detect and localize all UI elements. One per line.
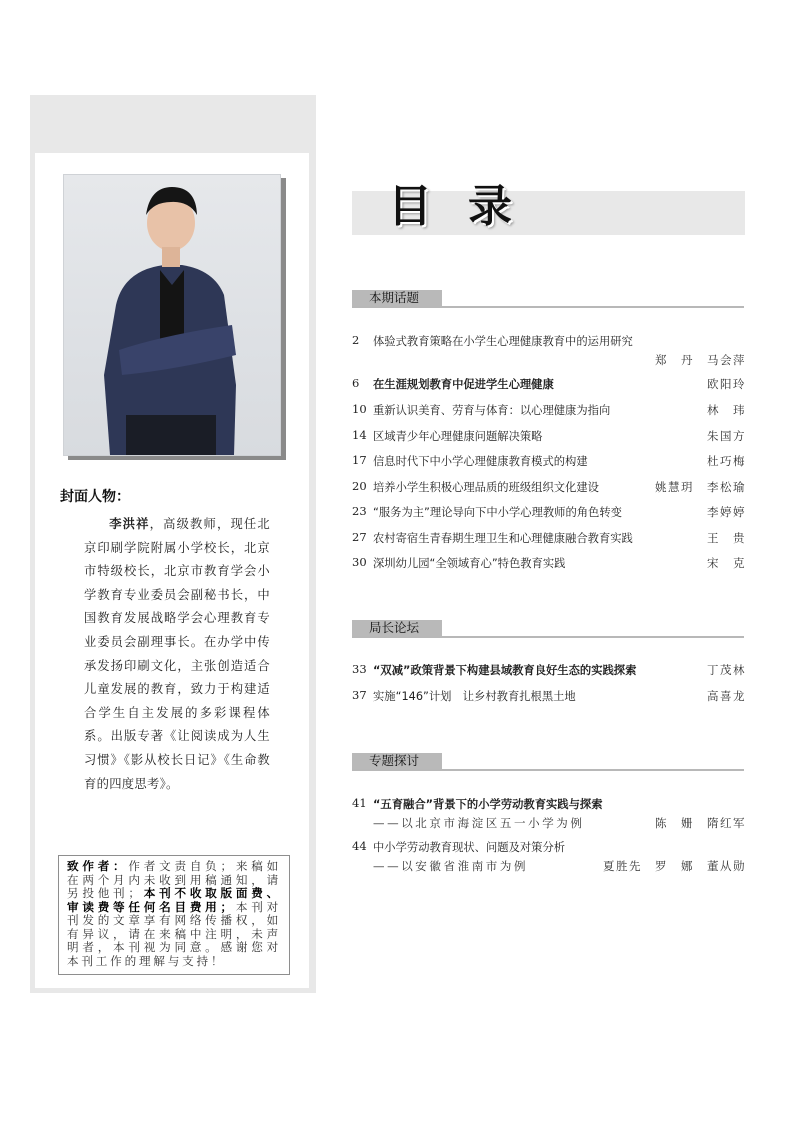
page-number: 41 [352, 796, 367, 810]
article-subtitle: ——以安徽省淮南市为例 [373, 859, 529, 873]
article-authors: 王 贵 [707, 531, 746, 545]
page-number: 23 [352, 504, 367, 518]
cover-person-name: 李洪祥 [109, 516, 150, 531]
cover-person-photo [63, 174, 281, 456]
article-title: 中小学劳动教育现状、问题及对策分析 [373, 841, 566, 854]
article-title: 区域青少年心理健康问题解决策略 [373, 430, 543, 443]
article-authors: 姚慧玥 李松瑜 [655, 480, 746, 494]
cover-photo-frame [63, 174, 281, 456]
article-authors: 欧阳玲 [707, 377, 746, 391]
page-number: 33 [352, 662, 367, 676]
article-authors: 丁茂林 [707, 663, 746, 677]
article-title: 重新认识美育、劳育与体育：以心理健康为指向 [373, 404, 611, 417]
section-tab-label: 专题探讨 [352, 753, 442, 769]
cover-person-bio [84, 512, 270, 796]
page-number: 6 [352, 376, 360, 390]
page-number: 17 [352, 453, 367, 467]
section-header-director-forum [352, 620, 744, 638]
article-title: 体验式教育策略在小学生心理健康教育中的运用研究 [373, 335, 633, 348]
section-header-special-topic [352, 753, 744, 771]
notice-lead: 致作者： [67, 859, 129, 873]
person-illustration-icon [64, 175, 280, 455]
section-rule [352, 290, 744, 308]
toc-title: 目录 [388, 181, 548, 232]
article-authors: 宋 克 [707, 556, 746, 570]
section-rule [352, 753, 744, 771]
article-authors: 杜巧梅 [707, 454, 746, 468]
page-number: 14 [352, 428, 367, 442]
notice-text-1: 作者文责自负；来稿如在两个月内未收到用稿通知，请另投他刊； [67, 859, 281, 900]
notice-text-2: 本刊对刊发的文章享有网络传播权，如有异议，请在来稿中注明，未声明者，本刊视为同意。感谢您对本刊工作的理解与支持！ [67, 899, 281, 968]
article-authors: 陈 姗 隋红军 [655, 816, 746, 830]
page-number: 27 [352, 530, 367, 544]
article-title: 实施“146”计划 让乡村教育扎根黑土地 [373, 690, 576, 703]
article-title: “双减”政策背景下构建县域教育良好生态的实践探索 [373, 664, 637, 677]
section-tab-label: 局长论坛 [352, 620, 442, 636]
article-subtitle: ——以北京市海淀区五一小学为例 [373, 816, 585, 830]
article-authors: 李婷婷 [707, 505, 746, 519]
article-title: 培养小学生积极心理品质的班级组织文化建设 [373, 481, 599, 494]
article-authors: 郑 丹 马会萍 [655, 353, 746, 367]
section-tab-label: 本期话题 [352, 290, 442, 306]
section-rule [352, 620, 744, 638]
article-title: “五育融合”背景下的小学劳动教育实践与探索 [373, 798, 603, 811]
page-number: 44 [352, 839, 367, 853]
article-authors: 朱国方 [707, 429, 746, 443]
article-title: 农村寄宿生青春期生理卫生和心理健康融合教育实践 [373, 532, 633, 545]
bio-text: ，高级教师，现任北京印刷学院附属小学校长，北京市特级校长，北京市教育学会小学教育专业委员会副秘书长，中国教育发展战略学会心理教育专业委员会副理事长。在办学中传承发扬印刷文化，主张创造适合儿童发展的教育，致力于构建适合学生自主发展的多彩课程体系。出版专著《让阅读成为人生习惯》《影从校长日记》《生命教育的四度思考》。 [84, 517, 270, 791]
article-title: 深圳幼儿园“全领域育心”特色教育实践 [373, 557, 566, 570]
page-number: 37 [352, 688, 367, 702]
cover-person-label: 封面人物： [60, 489, 130, 505]
article-authors: 高喜龙 [707, 689, 746, 703]
article-title: 在生涯规划教育中促进学生心理健康 [373, 378, 554, 391]
section-header-topic [352, 290, 744, 308]
page-number: 20 [352, 479, 367, 493]
article-title: 信息时代下中小学心理健康教育模式的构建 [373, 455, 588, 468]
page-number: 10 [352, 402, 367, 416]
notice-bold-text: 本刊不收取版面费、审读费等任何名目费用； [67, 886, 281, 914]
article-authors: 林 玮 [707, 403, 746, 417]
page-number: 2 [352, 333, 360, 347]
author-notice-box [58, 855, 290, 975]
article-title: “服务为主”理论导向下中小学心理教师的角色转变 [373, 506, 622, 519]
article-authors: 夏胜先 罗 娜 董从勋 [603, 859, 746, 873]
page-number: 30 [352, 555, 367, 569]
